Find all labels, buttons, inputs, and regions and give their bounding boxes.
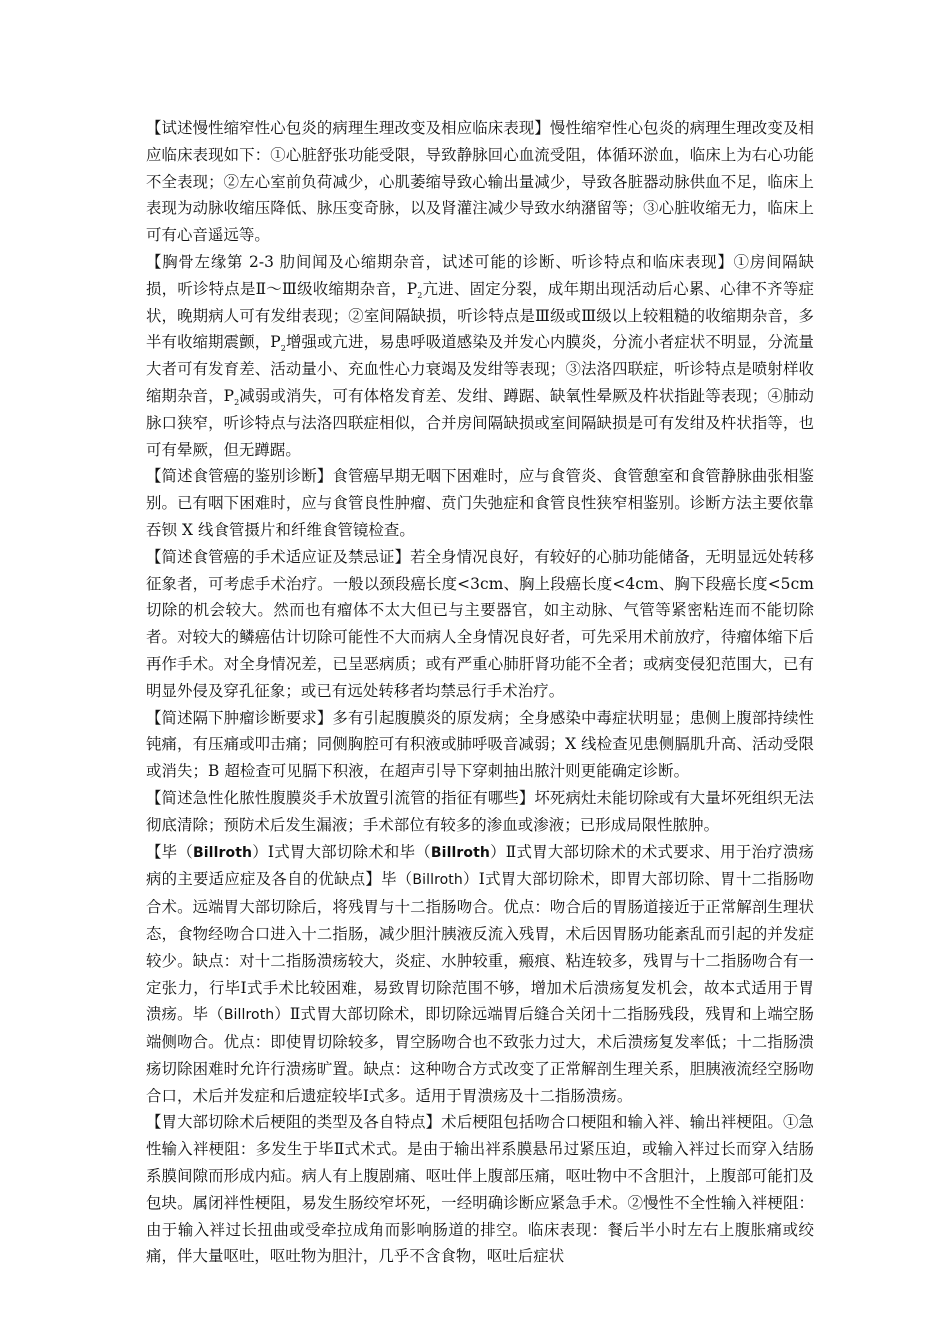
paragraph-text: 亢进、固定分裂，成年期出现活动后心累、心律不齐等症状，晚期病人可有发绀表现；②室间隔缺损，听诊特点是Ⅲ级或Ⅲ级以上较粗糙的收缩期杂音，多半有收缩期震颤，P [146, 279, 814, 352]
paragraph-text: 【试述慢性缩窄性心包炎的病理生理改变及相应临床表现】慢性缩窄性心包炎的病理生理改变及相应临床表现如下：①心脏舒张功能受限，导致静脉回心血流受阻，体循环淤血，临床上为右心功能不全表现；②左心室前负荷减少，心肌萎缩导致心输出量减少，导致各脏器动脉供血不足，临床上表现为动脉收缩压降低、脉压变奇脉，以及肾灌注减少导致水纳潴留等；③心脏收缩无力，临床上可有心音遥远等。 [146, 119, 814, 245]
paragraph-subphrenic-abscess [146, 705, 814, 785]
paragraph-postgastrectomy-obstruction [146, 1109, 814, 1270]
paragraph-text: 【胃大部切除术后梗阻的类型及各自特点】术后梗阻包括吻合口梗阻和输入袢、输出袢梗阻。①急性输入袢梗阻：多发生于毕Ⅱ式术式。是由于输出袢系膜悬吊过紧压迫，或输入袢过长而穿入结肠系膜间隙而形成内疝。病人有上腹剧痛、呕吐伴上腹部压痛，呕吐物中不含胆汁，上腹部可能扪及包块。属闭袢性梗阻，易发生肠绞窄坏死，一经明确诊断应紧急手术。②慢性不全性输入袢梗阻：由于输入袢过长扭曲或受牵拉成角而影响肠道的排空。临床表现：餐后半小时左右上腹胀痛或绞痛，伴大量呕吐，呕吐物为胆汁，几乎不含食物，呕吐后症状 [146, 1113, 814, 1266]
paragraph-text: ）Ⅰ式胃大部切除术，即胃大部切除、胃十二指肠吻合术。远端胃大部切除后，将残胃与十二指肠吻合。优点：吻合后的胃肠道接近于正常解剖生理状态，食物经吻合口进入十二指肠，减少胆汁胰液反流入残胃，术后因胃肠功能紊乱而引起的并发症较少。缺点：对十二指肠溃疡较大，炎症、水肿较重，瘢痕、粘连较多，残胃与十二指肠吻合有一定张力，行毕Ⅰ式手术比较困难，易致胃切除范围不够，增加术后溃疡复发机会，故本式适用于胃溃疡。毕（ [146, 870, 814, 1024]
paragraph-esophageal-cancer-differential [146, 463, 814, 543]
paragraph-billroth-gastrectomy [146, 839, 814, 1110]
paragraph-text: 【简述隔下肿瘤诊断要求】多有引起腹膜炎的原发病；全身感染中毒症状明显；患侧上腹部持续性钝痛，有压痛或叩击痛；同侧胸腔可有积液或肺呼吸音减弱；X 线检查见患侧膈肌升高、活动受限或消失；B 超检查可见膈下积液，在超声引导下穿刺抽出脓汁则更能确定诊断。 [146, 708, 814, 781]
paragraph-text: 减弱或消失，可有体格发育差、发绀、蹲踞、缺氧性晕厥及杵状指趾等表现；④肺动脉口狭窄，听诊特点与法洛四联症相似，合并房间隔缺损或室间隔缺损是可有发绀及杵状指等，也可有晕厥，但无蹲踞。 [146, 386, 814, 459]
paragraph-text: ）Ⅱ式胃大部切除术，即切除远端胃后缝合关闭十二指肠残段，残胃和上端空肠端侧吻合。优点：即使胃切除较多，胃空肠吻合也不致张力过大，术后溃疡复发率低；十二指肠溃疡切除困难时允许行溃疡旷置。缺点：这种吻合方式改变了正常解剖生理关系，胆胰液流经空肠吻合口，术后并发症和后遗症较毕Ⅰ式多。适用于胃溃疡及十二指肠溃疡。 [146, 1005, 814, 1105]
paragraph-text: 【简述食管癌的手术适应证及禁忌证】若全身情况良好，有较好的心肺功能储备，无明显远处转移征象者，可考虑手术治疗。一般以颈段癌长度<3cm、胸上段癌长度<4cm、胸下段癌长度<5cm 切除的机会较大。然而也有瘤体不太大但已与主要器官，如主动脉、气管等紧密粘连而不能切除者。对较大的鳞癌估计切除可能性不大而病人全身情况良好者，可先采用术前放疗，待瘤体缩下后再作手术。对全身情况差，已呈恶病质；或有严重心肺肝肾功能不全者；或病变侵犯范围大，已有明显外侵及穿孔征象；或已有远处转移者均禁忌行手术治疗。 [146, 547, 814, 700]
paragraph-systolic-murmur [146, 249, 814, 463]
subscript: 2 [234, 397, 240, 407]
latin-term: Billroth [193, 844, 253, 861]
paragraph-text: 【简述食管癌的鉴别诊断】食管癌早期无咽下困难时，应与食管炎、食管憩室和食管静脉曲张相鉴别。已有咽下困难时，应与食管良性肿瘤、贲门失弛症和食管良性狭窄相鉴别。诊断方法主要依靠吞钡 X 线食管摄片和纤维食管镜检查。 [146, 467, 814, 539]
paragraph-peritonitis-drainage [146, 785, 814, 839]
paragraph-text: 【毕（ [146, 842, 193, 861]
paragraph-text: ）Ⅱ式胃大部切除术的术式要求、用于治疗溃疡病的主要适应症及各自的优缺点】毕（ [146, 842, 814, 889]
latin-term: Billroth [430, 844, 490, 861]
paragraph-text: 增强或亢进，易患呼吸道感染及并发心内膜炎，分流小者症状不明显，分流量大者可有发育差、活动量小、充血性心力衰竭及发绀等表现；③法洛四联症，听诊特点是喷射样收缩期杂音，P [146, 333, 814, 405]
paragraph-esophageal-cancer-surgery [146, 544, 814, 705]
paragraph-text: 【胸骨左缘第 2-3 肋间闻及心缩期杂音，试述可能的诊断、听诊特点和临床表现】①房间隔缺损，听诊特点是Ⅱ～Ⅲ级收缩期杂音，P [146, 252, 814, 298]
subscript: 2 [417, 290, 423, 300]
paragraph-text: 【简述急性化脓性腹膜炎手术放置引流管的指征有哪些】坏死病灶未能切除或有大量坏死组织无法彻底清除；预防术后发生漏液；手术部位有较多的渗血或渗液；已形成局限性脓肿。 [146, 788, 814, 834]
latin-term: Billroth [223, 1007, 275, 1024]
paragraph-constrictive-pericarditis [146, 115, 814, 249]
paragraph-text: ）Ⅰ式胃大部切除术和毕（ [252, 842, 431, 861]
subscript: 2 [280, 344, 286, 354]
document-page [146, 115, 814, 1270]
latin-term: Billroth [412, 872, 463, 889]
